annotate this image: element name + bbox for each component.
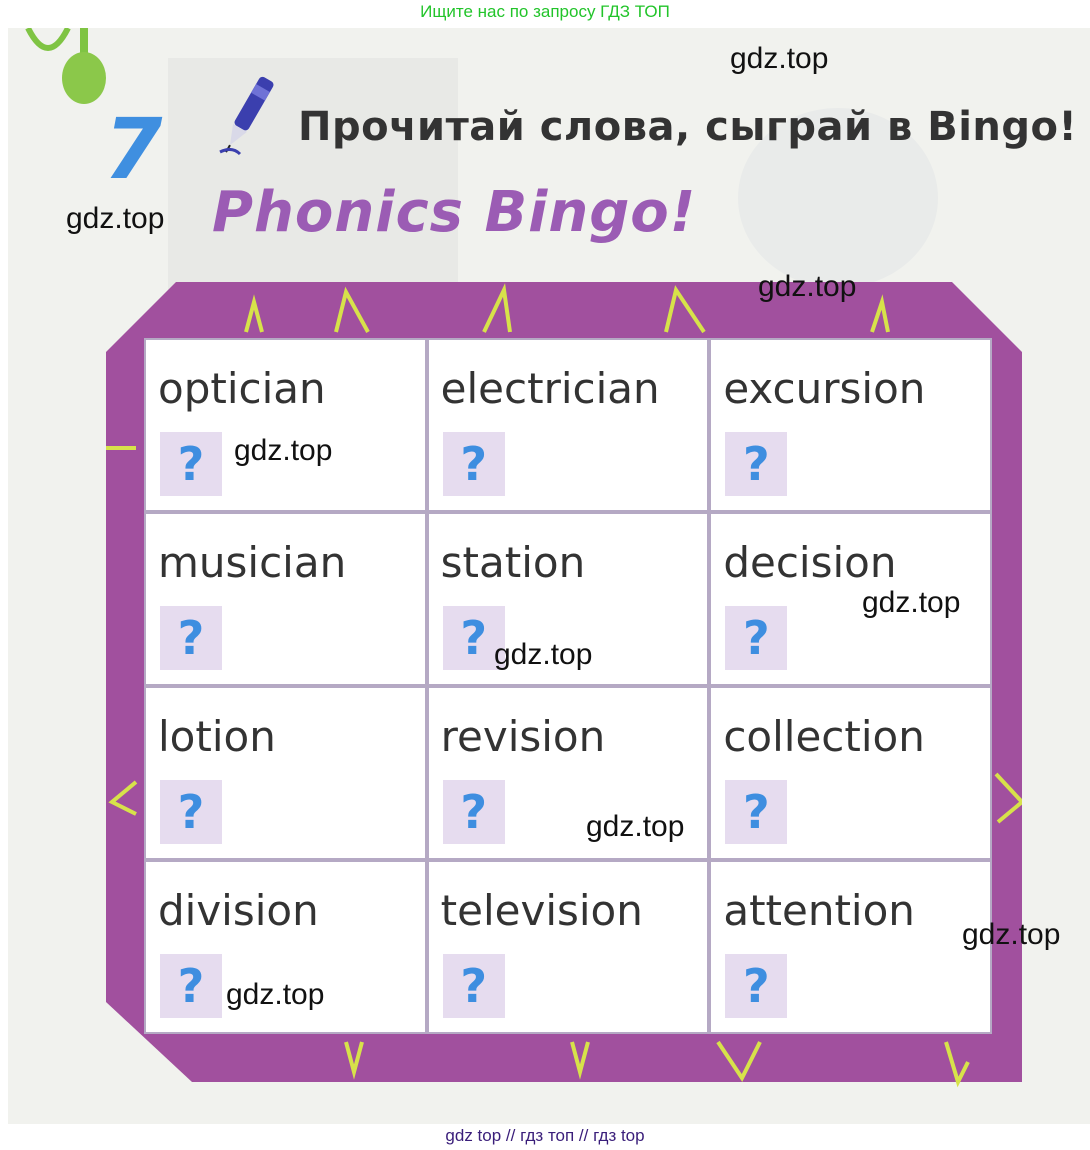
bingo-cell[interactable] [144,686,427,860]
question-mark-icon[interactable]: ? [443,432,505,496]
bingo-word: electrician [440,364,660,413]
task-number: 7 [104,100,163,198]
question-mark-icon[interactable]: ? [443,606,505,670]
question-mark-icon[interactable]: ? [160,606,222,670]
task-instruction: Прочитай слова, сыграй в Bingo! [298,104,1078,150]
bottom-banner: gdz top // гдз топ // гдз top [445,1126,645,1145]
watermark: gdz.top [66,202,165,235]
bingo-word: lotion [158,712,276,761]
bingo-word: station [440,538,586,587]
watermark: gdz.top [758,270,857,303]
bingo-cell[interactable] [144,512,427,686]
watermark: gdz.top [494,638,593,671]
bingo-word: division [158,886,319,935]
bingo-word: television [440,886,643,935]
question-mark-icon[interactable]: ? [160,432,222,496]
bingo-title: Phonics Bingo! [212,180,697,245]
watermark: gdz.top [586,810,685,843]
question-mark-icon[interactable]: ? [725,606,787,670]
watermark: gdz.top [226,978,325,1011]
question-mark-icon[interactable]: ? [725,432,787,496]
question-mark-icon[interactable]: ? [443,780,505,844]
bingo-cell[interactable] [709,338,992,512]
bingo-word: optician [158,364,326,413]
bingo-word: decision [723,538,897,587]
bingo-cell[interactable] [709,860,992,1034]
bingo-word: musician [158,538,347,587]
bingo-word: collection [723,712,925,761]
question-mark-icon[interactable]: ? [725,780,787,844]
question-mark-icon[interactable]: ? [443,954,505,1018]
bingo-word: revision [440,712,606,761]
question-mark-icon[interactable]: ? [725,954,787,1018]
question-mark-icon[interactable]: ? [160,780,222,844]
watermark: gdz.top [862,586,961,619]
watermark: gdz.top [234,434,333,467]
watermark: gdz.top [730,42,829,75]
bingo-cell[interactable] [427,860,710,1034]
watermark: gdz.top [962,918,1061,951]
bingo-word: excursion [723,364,926,413]
top-banner: Ищите нас по запросу ГДЗ ТОП [420,2,670,21]
pen-icon [218,66,278,162]
bingo-cell[interactable] [709,686,992,860]
bingo-cell[interactable] [427,338,710,512]
question-mark-icon[interactable]: ? [160,954,222,1018]
bingo-word: attention [723,886,915,935]
bingo-cell[interactable] [144,338,427,512]
